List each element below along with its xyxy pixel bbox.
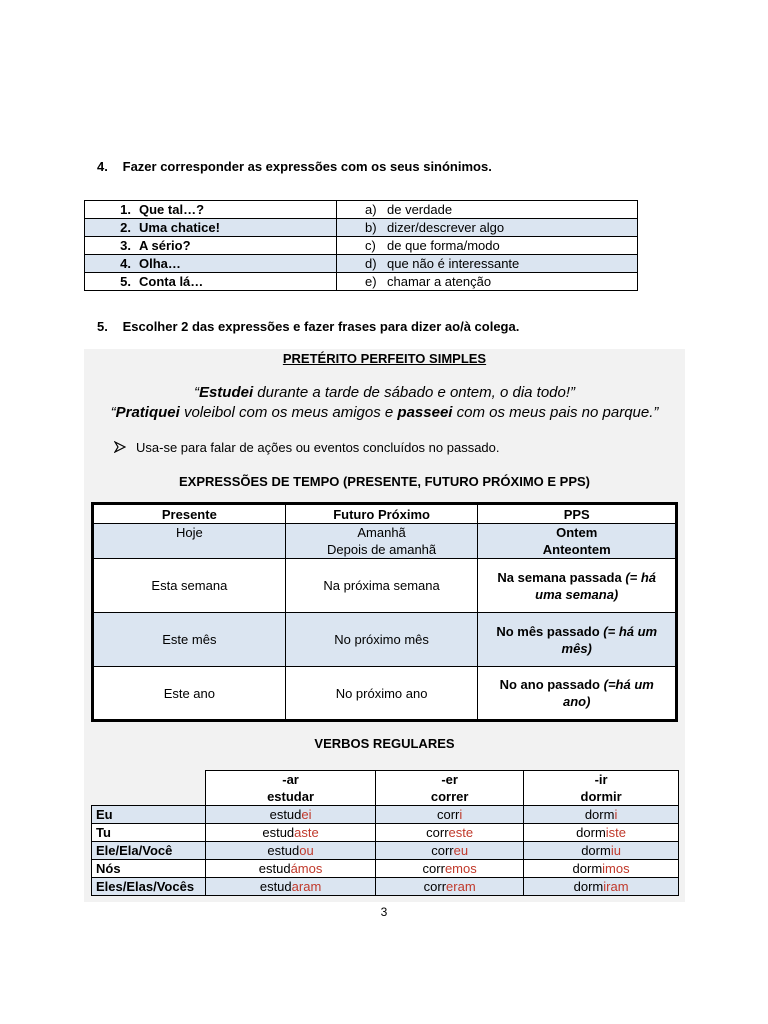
ending: ei xyxy=(301,807,312,822)
question-4-number: 4. xyxy=(97,159,108,174)
table-row xyxy=(93,613,677,667)
option-letter: a) xyxy=(365,202,377,217)
row-number: 5. xyxy=(120,274,131,289)
stem: estud xyxy=(267,843,300,858)
stem: estud xyxy=(269,807,302,822)
expression: Uma chatice! xyxy=(139,220,220,235)
page-number: 3 xyxy=(380,905,388,919)
ending: i xyxy=(459,807,463,822)
stem: corr xyxy=(437,807,460,822)
verb-ending: -ir xyxy=(594,772,608,787)
example-sentence-1 xyxy=(84,384,685,401)
option-letter: e) xyxy=(365,274,377,289)
ending: iu xyxy=(610,843,621,858)
stem: dorm xyxy=(572,861,603,876)
synonym: que não é interessante xyxy=(387,256,520,271)
option-letter: b) xyxy=(365,220,377,235)
future-expression: No próximo ano xyxy=(335,685,428,701)
conjugation-row xyxy=(92,806,679,824)
verb-ending: -ar xyxy=(282,772,299,787)
future-expression: Depois de amanhã xyxy=(327,542,437,557)
option-letter: d) xyxy=(365,256,377,271)
conjugated-form xyxy=(206,824,376,842)
stem: dorm xyxy=(584,807,615,822)
present-expression: Este ano xyxy=(163,685,216,701)
conjugated-form xyxy=(206,860,376,878)
row-number: 4. xyxy=(120,256,131,271)
row-number: 3. xyxy=(120,238,131,253)
matching-row xyxy=(85,201,638,219)
conjugation-row xyxy=(92,860,679,878)
example-sentence-2 xyxy=(84,404,685,421)
synonym: de verdade xyxy=(387,202,453,217)
present-expression: Esta semana xyxy=(151,578,228,593)
column-header: Futuro Próximo xyxy=(285,504,478,524)
stem: corr xyxy=(426,825,449,840)
stem: dorm xyxy=(573,879,604,894)
ending: eram xyxy=(446,879,476,894)
conjugation-row xyxy=(92,824,679,842)
table-row xyxy=(93,559,677,613)
stem: estud xyxy=(258,861,291,876)
verb-header xyxy=(376,771,524,806)
pronoun: Eles/Elas/Vocês xyxy=(92,878,206,896)
column-header: Presente xyxy=(93,504,286,524)
usage-bullet xyxy=(114,440,500,455)
past-expression: Na semana passada xyxy=(497,569,622,585)
matching-row xyxy=(85,237,638,255)
row-number: 1. xyxy=(120,202,131,217)
synonym: chamar a atenção xyxy=(387,274,492,289)
usage-text: Usa-se para falar de ações ou eventos concluídos no passado. xyxy=(136,440,500,455)
verb-header xyxy=(206,771,376,806)
pps-title: PRETÉRITO PERFEITO SIMPLES xyxy=(282,351,487,366)
regular-verbs-title: VERBOS REGULARES xyxy=(314,736,455,751)
matching-table xyxy=(84,200,638,291)
expression: Olha… xyxy=(139,256,181,271)
option-letter: c) xyxy=(365,238,376,253)
matching-row xyxy=(85,219,638,237)
question-4 xyxy=(97,159,492,174)
verb-highlight: Pratiquei xyxy=(115,404,180,421)
table-row xyxy=(93,524,677,559)
pronoun: Eu xyxy=(92,806,206,824)
conjugated-form xyxy=(206,806,376,824)
sentence-text: com os meus pais no parque.” xyxy=(452,404,659,421)
ending: aram xyxy=(291,879,322,894)
past-expression: No mês passado xyxy=(496,623,600,639)
present-expression: Este mês xyxy=(162,632,217,647)
arrow-bullet-icon xyxy=(114,440,136,455)
conjugated-form xyxy=(376,842,524,860)
ending: emos xyxy=(444,861,477,876)
ending: eu xyxy=(453,843,469,858)
column-header: PPS xyxy=(478,504,677,524)
matching-row xyxy=(85,255,638,273)
time-expressions-title: EXPRESSÕES DE TEMPO (PRESENTE, FUTURO PRÓXIMO E PPS) xyxy=(178,474,590,489)
verb-infinitive: dormir xyxy=(580,789,622,804)
regular-verbs-table xyxy=(91,770,679,896)
quote-mark: “ xyxy=(193,384,199,401)
ending: iste xyxy=(605,825,627,840)
verb-infinitive: correr xyxy=(430,789,469,804)
verb-header xyxy=(524,771,679,806)
row-number: 2. xyxy=(120,220,131,235)
stem: dorm xyxy=(581,843,611,858)
expression: Que tal…? xyxy=(139,202,205,217)
future-expression: No próximo mês xyxy=(334,632,429,647)
ending: aste xyxy=(294,825,319,840)
pronoun: Nós xyxy=(92,860,206,878)
conjugation-row xyxy=(92,878,679,896)
equivalence-note: (= há um mês) xyxy=(561,623,658,656)
stem: corr xyxy=(422,861,445,876)
question-5 xyxy=(97,319,519,334)
equivalence-note: (= há uma semana) xyxy=(535,569,657,602)
conjugated-form xyxy=(376,878,524,896)
synonym: de que forma/modo xyxy=(387,238,500,253)
verb-header-row xyxy=(92,771,679,806)
conjugated-form xyxy=(376,824,524,842)
verb-infinitive: estudar xyxy=(267,789,315,804)
equivalence-note: (=há um ano) xyxy=(562,677,654,709)
pronoun: Ele/Ela/Você xyxy=(92,842,206,860)
sentence-text: voleibol com os meus amigos e xyxy=(179,404,398,421)
conjugation-row xyxy=(92,842,679,860)
present-expression: Hoje xyxy=(175,525,203,540)
stem: estud xyxy=(259,879,292,894)
conjugated-form xyxy=(524,860,679,878)
conjugated-form xyxy=(524,824,679,842)
sentence-text: durante a tarde de sábado e ontem, o dia todo!” xyxy=(253,384,576,401)
verb-ending: -er xyxy=(441,772,458,787)
past-expression: No ano passado xyxy=(499,677,600,692)
question-4-text: Fazer corresponder as expressões com os seus sinónimos. xyxy=(122,159,492,174)
future-expression: Amanhã xyxy=(357,525,406,540)
table-row xyxy=(93,667,677,721)
ending: imos xyxy=(602,861,630,876)
ending: ou xyxy=(299,843,314,858)
conjugated-form xyxy=(206,878,376,896)
conjugated-form xyxy=(524,806,679,824)
synonym: dizer/descrever algo xyxy=(387,220,505,235)
past-expression: Ontem xyxy=(556,525,598,540)
conjugated-form xyxy=(206,842,376,860)
question-5-number: 5. xyxy=(97,319,108,334)
verb-highlight: Estudei xyxy=(198,384,254,401)
matching-row xyxy=(85,273,638,291)
pronoun: Tu xyxy=(92,824,206,842)
verb-highlight: passeei xyxy=(397,404,453,421)
stem: estud xyxy=(262,825,295,840)
quote-mark: “ xyxy=(110,404,116,421)
stem: corr xyxy=(423,879,447,894)
ending: i xyxy=(614,807,618,822)
ending: ámos xyxy=(290,861,323,876)
expression: A sério? xyxy=(139,238,191,253)
stem: dorm xyxy=(576,825,606,840)
future-expression: Na próxima semana xyxy=(323,578,440,593)
stem: corr xyxy=(431,843,454,858)
ending: este xyxy=(448,825,474,840)
question-5-text: Escolher 2 das expressões e fazer frases para dizer ao/à colega. xyxy=(122,319,520,334)
conjugated-form xyxy=(376,860,524,878)
conjugated-form xyxy=(524,842,679,860)
conjugated-form xyxy=(524,878,679,896)
past-expression: Anteontem xyxy=(542,542,611,557)
expression: Conta lá… xyxy=(139,274,204,289)
ending: iram xyxy=(603,879,629,894)
conjugated-form xyxy=(376,806,524,824)
time-expressions-table xyxy=(91,502,678,722)
